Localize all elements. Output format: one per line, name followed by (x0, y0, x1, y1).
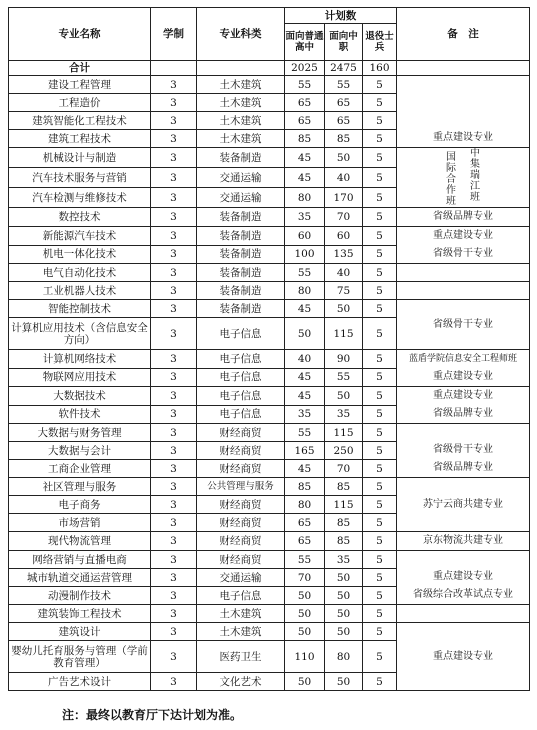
major-cell: 工程造价 (9, 94, 151, 112)
header-veteran: 退役士兵 (363, 24, 397, 61)
vocational-cell: 35 (325, 551, 363, 569)
veteran-cell: 5 (363, 460, 397, 478)
footnote: 注：最终以教育厅下达计划为准。 (62, 708, 243, 722)
vocational-cell: 65 (325, 94, 363, 112)
notes-cell (397, 208, 530, 227)
veteran-cell: 5 (363, 350, 397, 369)
years-cell: 3 (151, 188, 197, 208)
notes-cell (397, 605, 530, 623)
vocational-cell: 70 (325, 460, 363, 478)
category-cell: 交通运输 (197, 188, 285, 208)
vocational-cell: 70 (325, 208, 363, 227)
header-notes: 备 注 (397, 8, 530, 61)
general-cell: 55 (285, 551, 325, 569)
major-cell: 机械设计与制造 (9, 148, 151, 168)
veteran-cell: 5 (363, 496, 397, 514)
vocational-cell: 40 (325, 264, 363, 282)
veteran-cell: 5 (363, 318, 397, 350)
notes-cell (397, 387, 530, 424)
veteran-cell: 5 (363, 227, 397, 246)
category-cell: 财经商贸 (197, 514, 285, 532)
category-cell: 文化艺术 (197, 673, 285, 691)
notes-cell (397, 478, 530, 532)
note-text: 重点建设专业 (433, 571, 494, 582)
years-cell: 3 (151, 587, 197, 605)
years-cell: 3 (151, 460, 197, 478)
general-cell: 50 (285, 587, 325, 605)
total-veteran: 160 (363, 61, 397, 76)
vocational-cell: 50 (325, 387, 363, 406)
general-cell: 80 (285, 496, 325, 514)
veteran-cell: 5 (363, 587, 397, 605)
veteran-cell: 5 (363, 208, 397, 227)
header-general: 面向普通高中 (285, 24, 325, 61)
major-cell: 电子商务 (9, 496, 151, 514)
years-cell: 3 (151, 532, 197, 551)
general-cell: 70 (285, 569, 325, 587)
years-cell: 3 (151, 569, 197, 587)
major-cell: 建筑智能化工程技术 (9, 112, 151, 130)
table-row (9, 208, 530, 227)
note-text: 重点建设专业 (433, 371, 494, 382)
header-years: 学制 (151, 8, 197, 61)
veteran-cell: 5 (363, 442, 397, 460)
enrollment-plan-table (8, 7, 530, 691)
major-cell: 网络营销与直播电商 (9, 551, 151, 569)
vertical-notes (397, 148, 529, 207)
major-cell: 建筑设计 (9, 623, 151, 641)
general-cell: 50 (285, 623, 325, 641)
category-cell: 电子信息 (197, 318, 285, 350)
category-cell: 医药卫生 (197, 641, 285, 673)
veteran-cell: 5 (363, 405, 397, 424)
vertical-char: 班 (470, 192, 481, 203)
years-cell: 3 (151, 442, 197, 460)
header-major: 专业名称 (9, 8, 151, 61)
notes-cell (397, 424, 530, 478)
vertical-char: 国 (446, 152, 457, 163)
general-cell: 165 (285, 442, 325, 460)
years-cell: 3 (151, 478, 197, 496)
category-cell: 电子信息 (197, 350, 285, 369)
general-cell: 45 (285, 460, 325, 478)
table-row (9, 532, 530, 551)
general-cell: 85 (285, 130, 325, 148)
vertical-char: 中 (470, 148, 481, 159)
major-cell: 大数据与会计 (9, 442, 151, 460)
years-cell: 3 (151, 368, 197, 387)
years-cell: 3 (151, 168, 197, 188)
note-text: 重点建设专业 (433, 132, 494, 143)
vocational-cell: 115 (325, 496, 363, 514)
general-cell: 55 (285, 264, 325, 282)
general-cell: 80 (285, 188, 325, 208)
category-cell: 财经商贸 (197, 424, 285, 442)
notes-cell (397, 350, 530, 387)
years-cell: 3 (151, 350, 197, 369)
vocational-cell: 85 (325, 532, 363, 551)
years-cell: 3 (151, 496, 197, 514)
notes-cell (397, 227, 530, 264)
category-cell: 电子信息 (197, 405, 285, 424)
table-row (9, 264, 530, 282)
general-cell: 45 (285, 300, 325, 318)
vertical-char: 班 (446, 196, 457, 207)
veteran-cell: 5 (363, 168, 397, 188)
vocational-cell: 65 (325, 112, 363, 130)
veteran-cell: 5 (363, 551, 397, 569)
major-cell: 城市轨道交通运营管理 (9, 569, 151, 587)
notes-cell (397, 76, 530, 148)
vertical-char: 集 (470, 159, 481, 170)
general-cell: 50 (285, 605, 325, 623)
veteran-cell: 5 (363, 569, 397, 587)
category-cell: 装备制造 (197, 245, 285, 264)
note-text: 京东物流共建专业 (423, 535, 504, 546)
header-plan: 计划数 (285, 8, 397, 24)
vocational-cell: 40 (325, 168, 363, 188)
major-cell: 广告艺术设计 (9, 673, 151, 691)
table-row (9, 227, 530, 246)
table-row (9, 350, 530, 369)
years-cell: 3 (151, 245, 197, 264)
general-cell: 40 (285, 350, 325, 369)
major-cell: 建设工程管理 (9, 76, 151, 94)
category-cell: 财经商贸 (197, 532, 285, 551)
general-cell: 65 (285, 94, 325, 112)
general-cell: 100 (285, 245, 325, 264)
general-cell: 65 (285, 514, 325, 532)
veteran-cell: 5 (363, 282, 397, 300)
years-cell: 3 (151, 264, 197, 282)
category-cell: 电子信息 (197, 587, 285, 605)
vocational-cell: 35 (325, 405, 363, 424)
years-cell: 3 (151, 112, 197, 130)
vocational-cell: 80 (325, 641, 363, 673)
note-text: 蓝盾学院信息安全工程师班 (409, 354, 518, 364)
category-cell: 土木建筑 (197, 623, 285, 641)
vertical-char: 合 (446, 174, 457, 185)
major-cell: 软件技术 (9, 405, 151, 424)
general-cell: 35 (285, 405, 325, 424)
notes-cell (397, 551, 530, 605)
years-cell: 3 (151, 208, 197, 227)
note-text: 苏宁云商共建专业 (423, 498, 504, 510)
note-text: 省级综合改革试点专业 (413, 589, 514, 600)
category-cell: 财经商贸 (197, 551, 285, 569)
major-cell: 物联网应用技术 (9, 368, 151, 387)
category-cell: 交通运输 (197, 569, 285, 587)
category-cell: 公共管理与服务 (197, 478, 285, 496)
category-cell: 装备制造 (197, 227, 285, 246)
vertical-char: 作 (446, 185, 457, 196)
category-cell: 土木建筑 (197, 76, 285, 94)
general-cell: 55 (285, 76, 325, 94)
major-cell: 建筑装饰工程技术 (9, 605, 151, 623)
notes-cell (397, 623, 530, 691)
vertical-char: 瑞 (470, 170, 481, 181)
veteran-cell: 5 (363, 245, 397, 264)
major-cell: 大数据与财务管理 (9, 424, 151, 442)
major-cell: 新能源汽车技术 (9, 227, 151, 246)
major-cell: 现代物流管理 (9, 532, 151, 551)
table-row (9, 623, 530, 641)
major-cell: 智能控制技术 (9, 300, 151, 318)
vocational-cell: 50 (325, 569, 363, 587)
major-cell: 大数据技术 (9, 387, 151, 406)
vocational-cell: 50 (325, 148, 363, 168)
veteran-cell: 5 (363, 148, 397, 168)
major-cell: 电气自动化技术 (9, 264, 151, 282)
vertical-char: 际 (446, 163, 457, 174)
years-cell: 3 (151, 130, 197, 148)
veteran-cell: 5 (363, 300, 397, 318)
note-text: 省级品牌专业 (433, 408, 494, 419)
category-cell: 交通运输 (197, 168, 285, 188)
years-cell: 3 (151, 318, 197, 350)
general-cell: 65 (285, 532, 325, 551)
years-cell: 3 (151, 282, 197, 300)
years-cell: 3 (151, 623, 197, 641)
veteran-cell: 5 (363, 424, 397, 442)
years-cell: 3 (151, 673, 197, 691)
table-row (9, 387, 530, 406)
vocational-cell: 60 (325, 227, 363, 246)
note-text: 省级品牌专业 (433, 462, 494, 473)
table-row (9, 76, 530, 94)
veteran-cell: 5 (363, 94, 397, 112)
vocational-cell: 55 (325, 76, 363, 94)
category-cell: 电子信息 (197, 368, 285, 387)
header-vocational: 面向中职 (325, 24, 363, 61)
veteran-cell: 5 (363, 532, 397, 551)
header-category: 专业科类 (197, 8, 285, 61)
category-cell: 土木建筑 (197, 112, 285, 130)
years-cell: 3 (151, 227, 197, 246)
veteran-cell: 5 (363, 188, 397, 208)
major-cell: 数控技术 (9, 208, 151, 227)
veteran-cell: 5 (363, 514, 397, 532)
years-cell: 3 (151, 641, 197, 673)
note-text: 重点建设专业 (433, 230, 494, 241)
vocational-cell: 135 (325, 245, 363, 264)
years-cell: 3 (151, 387, 197, 406)
years-cell: 3 (151, 551, 197, 569)
major-cell: 动漫制作技术 (9, 587, 151, 605)
general-cell: 50 (285, 318, 325, 350)
vocational-cell: 50 (325, 673, 363, 691)
general-cell: 55 (285, 424, 325, 442)
note-text: 省级骨干专业 (433, 248, 494, 259)
category-cell: 装备制造 (197, 282, 285, 300)
category-cell: 装备制造 (197, 264, 285, 282)
category-cell: 财经商贸 (197, 460, 285, 478)
vocational-cell: 85 (325, 130, 363, 148)
table-row (9, 282, 530, 300)
veteran-cell: 5 (363, 387, 397, 406)
vertical-char: 江 (470, 181, 481, 192)
vocational-cell: 90 (325, 350, 363, 369)
years-cell: 3 (151, 424, 197, 442)
total-row (9, 61, 530, 76)
veteran-cell: 5 (363, 130, 397, 148)
category-cell: 装备制造 (197, 208, 285, 227)
years-cell: 3 (151, 94, 197, 112)
vocational-cell: 115 (325, 318, 363, 350)
category-cell: 土木建筑 (197, 130, 285, 148)
major-cell: 计算机网络技术 (9, 350, 151, 369)
veteran-cell: 5 (363, 641, 397, 673)
category-cell: 财经商贸 (197, 496, 285, 514)
vertical-note-column (470, 148, 480, 207)
general-cell: 65 (285, 112, 325, 130)
years-cell: 3 (151, 300, 197, 318)
table-row (9, 605, 530, 623)
veteran-cell: 5 (363, 76, 397, 94)
major-cell: 机电一体化技术 (9, 245, 151, 264)
category-cell: 土木建筑 (197, 94, 285, 112)
major-cell: 汽车检测与维修技术 (9, 188, 151, 208)
notes-cell (397, 532, 530, 551)
table-row (9, 478, 530, 496)
general-cell: 50 (285, 673, 325, 691)
veteran-cell: 5 (363, 264, 397, 282)
general-cell: 60 (285, 227, 325, 246)
vertical-note-column (446, 152, 456, 207)
vocational-cell: 55 (325, 368, 363, 387)
category-cell: 装备制造 (197, 148, 285, 168)
note-text: 重点建设专业 (433, 650, 494, 662)
general-cell: 45 (285, 387, 325, 406)
major-cell: 计算机应用技术（含信息安全方向） (9, 318, 151, 350)
vocational-cell: 115 (325, 424, 363, 442)
general-cell: 45 (285, 368, 325, 387)
veteran-cell: 5 (363, 368, 397, 387)
major-cell: 建筑工程技术 (9, 130, 151, 148)
category-cell: 装备制造 (197, 300, 285, 318)
table-row (9, 148, 530, 168)
table-row (9, 300, 530, 318)
veteran-cell: 5 (363, 478, 397, 496)
vocational-cell: 75 (325, 282, 363, 300)
general-cell: 80 (285, 282, 325, 300)
table-row (9, 551, 530, 569)
years-cell: 3 (151, 514, 197, 532)
years-cell: 3 (151, 405, 197, 424)
veteran-cell: 5 (363, 623, 397, 641)
years-cell: 3 (151, 148, 197, 168)
vocational-cell: 85 (325, 478, 363, 496)
notes-cell (397, 148, 530, 208)
total-label: 合计 (9, 61, 151, 76)
major-cell: 工商企业管理 (9, 460, 151, 478)
notes-cell (397, 300, 530, 350)
general-cell: 35 (285, 208, 325, 227)
major-cell: 市场营销 (9, 514, 151, 532)
vocational-cell: 170 (325, 188, 363, 208)
note-text: 省级骨干专业 (433, 318, 494, 330)
vocational-cell: 50 (325, 605, 363, 623)
category-cell: 土木建筑 (197, 605, 285, 623)
years-cell: 3 (151, 76, 197, 94)
category-cell: 电子信息 (197, 387, 285, 406)
category-cell: 财经商贸 (197, 442, 285, 460)
veteran-cell: 5 (363, 605, 397, 623)
vocational-cell: 50 (325, 587, 363, 605)
note-text: 省级品牌专业 (433, 211, 494, 222)
major-cell: 社区管理与服务 (9, 478, 151, 496)
general-cell: 85 (285, 478, 325, 496)
general-cell: 45 (285, 148, 325, 168)
vocational-cell: 250 (325, 442, 363, 460)
total-general: 2025 (285, 61, 325, 76)
notes-cell (397, 282, 530, 300)
general-cell: 45 (285, 168, 325, 188)
major-cell: 汽车技术服务与营销 (9, 168, 151, 188)
vocational-cell: 85 (325, 514, 363, 532)
note-text: 重点建设专业 (433, 390, 494, 401)
vocational-cell: 50 (325, 623, 363, 641)
vocational-cell: 50 (325, 300, 363, 318)
veteran-cell: 5 (363, 112, 397, 130)
major-cell: 婴幼儿托育服务与管理（学前教育管理） (9, 641, 151, 673)
years-cell: 3 (151, 605, 197, 623)
veteran-cell: 5 (363, 673, 397, 691)
note-text: 省级骨干专业 (433, 444, 494, 455)
table-row (9, 424, 530, 442)
notes-cell (397, 264, 530, 282)
total-vocational: 2475 (325, 61, 363, 76)
major-cell: 工业机器人技术 (9, 282, 151, 300)
general-cell: 110 (285, 641, 325, 673)
